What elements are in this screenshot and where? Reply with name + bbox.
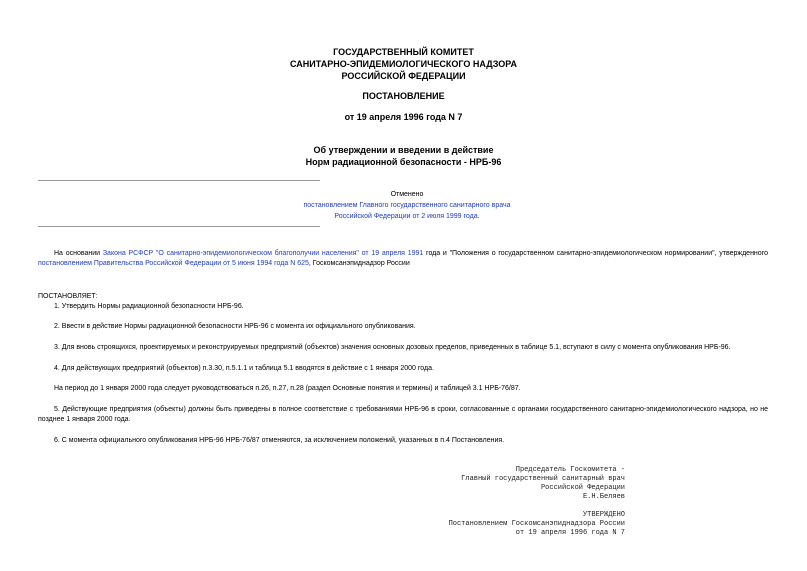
signature-block xyxy=(449,466,625,538)
resolution-item-5: 5. Действующие предприятия (объекты) должны быть приведены в полное соответствие с требованиями НРБ-96 в сроки, согласованные с органами государственного санитарно-эпидемиологического надзора, но не позднее 1 января 2000 года. xyxy=(38,406,768,423)
resolution-item-1: 1. Утвердить Нормы радиационной безопасности НРБ-96. xyxy=(54,303,244,310)
approval-authority: Постановлением Госкомсанэпиднадзора России xyxy=(448,520,625,528)
preamble-text-1: На основании xyxy=(54,250,103,257)
approval-date: от 19 апреля 1996 года N 7 xyxy=(515,529,625,537)
resolution-item-2: 2. Ввести в действие Нормы радиационной безопасности НРБ-96 с момента их официального опубликования. xyxy=(54,323,416,330)
approval-label: УТВЕРЖДЕНО xyxy=(582,511,625,519)
law-link[interactable]: Закона РСФСР "О санитарно-эпидемиологическом благополучии населения" от 19 апреля 1991 xyxy=(102,250,424,257)
preamble xyxy=(38,249,768,269)
org-line-2: САНИТАРНО-ЭПИДЕМИОЛОГИЧЕСКОГО НАДЗОРА xyxy=(290,59,517,69)
signatory-title-1: Председатель Госкомитета - xyxy=(515,466,625,474)
signatory-title-3: Российской Федерации xyxy=(540,484,625,492)
subject-line-1: Об утверждении и введении в действие xyxy=(313,145,494,155)
resolution-item-6: 6. С момента официального опубликования НРБ-96 НРБ-76/87 отменяются, за исключением положений, указанных в п.4 Постановления. xyxy=(54,437,505,444)
cancellation-link-line-2[interactable]: Российской Федерации от 2 июля 1999 года xyxy=(334,213,478,220)
issuing-organization xyxy=(0,46,807,82)
cancellation-label: Отменено xyxy=(390,191,424,198)
resolves-heading: ПОСТАНОВЛЯЕТ: xyxy=(38,293,98,300)
preamble-text-3: , Госкомсанэпиднадзор России xyxy=(308,260,410,267)
divider-bottom xyxy=(38,226,320,227)
org-line-1: ГОСУДАРСТВЕННЫЙ КОМИТЕТ xyxy=(333,47,474,57)
resolution-item-3: 3. Для вновь строящихся, проектируемых и реконструируемых предприятий (объектов) значения основных дозовых пределов, приведенных в таблице 5.1, вступают в силу с момента опубликования НРБ-96. xyxy=(54,344,731,351)
resolution-item-4: 4. Для действующих предприятий (объектов) п.3.30, п.5.1.1 и таблица 5.1 вводятся в действие с 1 января 2000 года. xyxy=(54,365,434,372)
signatory-name: Е.Н.Беляев xyxy=(582,493,625,501)
org-line-3: РОССИЙСКОЙ ФЕДЕРАЦИИ xyxy=(341,71,466,81)
government-decree-link[interactable]: постановлением Правительства Российской Федерации от 5 июня 1994 года N 625 xyxy=(38,260,309,267)
resolution-item-4-transitional: На период до 1 января 2000 года следует руководствоваться п.26, п.27, п.28 (раздел Основные понятия и термины) и таблицей 3.1 НРБ-76/87. xyxy=(54,385,521,392)
subject-line-2: Норм радиационной безопасности - НРБ-96 xyxy=(305,157,502,167)
cancellation-period: . xyxy=(477,213,480,220)
signatory-title-2: Главный государственный санитарный врач xyxy=(461,475,625,483)
document-type: ПОСТАНОВЛЕНИЕ xyxy=(362,91,445,101)
cancellation-link-line-1[interactable]: постановлением Главного государственного санитарного врача xyxy=(303,202,511,209)
preamble-text-2: года и "Положения о государственном санитарно-эпидемиологическом нормировании", утвержденного xyxy=(423,250,768,257)
document-date: от 19 апреля 1996 года N 7 xyxy=(344,112,463,122)
divider-top xyxy=(38,180,320,181)
cancellation-notice xyxy=(257,189,557,222)
document-subject xyxy=(0,144,807,168)
